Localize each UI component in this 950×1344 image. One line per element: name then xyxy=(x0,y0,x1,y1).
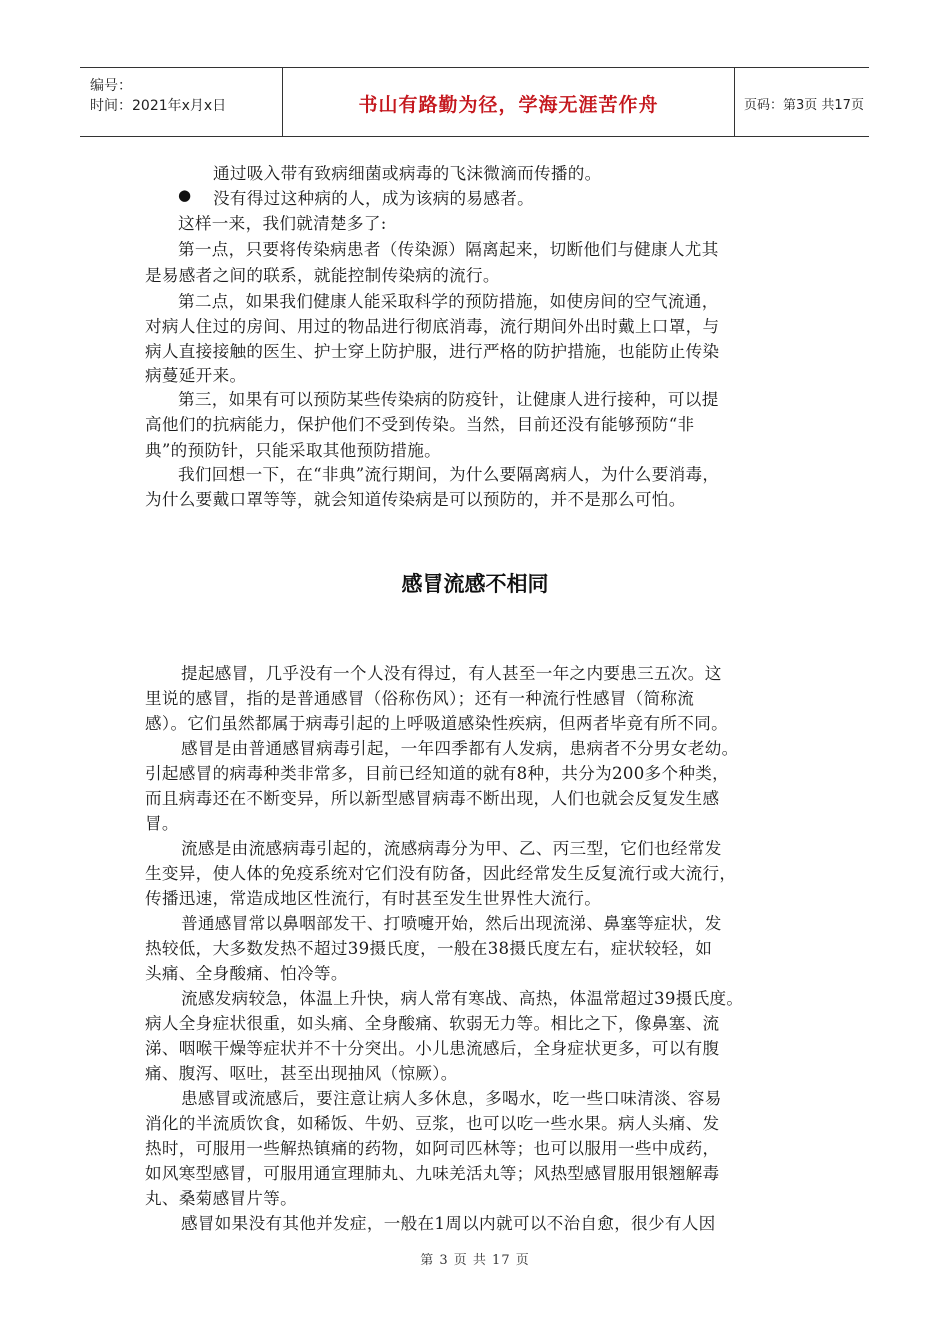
paragraph-line: 传播迅速，常造成地区性流行，有时甚至发生世界性大流行。 xyxy=(145,889,602,908)
bullet-icon: ● xyxy=(178,186,192,204)
paragraph-line: 生变异，使人体的免疫系统对它们没有防备，因此经常发生反复流行或大流行， xyxy=(145,864,737,883)
paragraph-line: 提起感冒，几乎没有一个人没有得过，有人甚至一年之内要患三五次。这 xyxy=(181,664,722,683)
paragraph-line: 病人直接接触的医生、护士穿上防护服，进行严格的防护措施，也能防止传染 xyxy=(145,342,720,361)
paragraph-line: 丸、桑菊感冒片等。 xyxy=(145,1189,298,1208)
paragraph-line: 高他们的抗病能力，保护他们不受到传染。当然，目前还没有能够预防“非 xyxy=(145,415,695,434)
paragraph-line: 涕、咽喉干燥等症状并不十分突出。小儿患流感后，全身症状更多，可以有腹 xyxy=(145,1039,720,1058)
paragraph-line: 头痛、全身酸痛、怕冷等。 xyxy=(145,964,348,983)
paragraph-line: 痛、腹泻、呕吐，甚至出现抽风（惊厥）。 xyxy=(145,1064,458,1083)
paragraph-line: 第三，如果有可以预防某些传染病的防疫针，让健康人进行接种，可以提 xyxy=(178,390,719,409)
paragraph-line: 消化的半流质饮食，如稀饭、牛奶、豆浆，也可以吃一些水果。病人头痛、发 xyxy=(145,1114,720,1133)
paragraph-line: 对病人住过的房间、用过的物品进行彻底消毒，流行期间外出时戴上口罩，与 xyxy=(145,317,720,336)
paragraph-line: 患感冒或流感后，要注意让病人多休息，多喝水，吃一些口味清淡、容易 xyxy=(181,1089,722,1108)
paragraph-line: 第一点，只要将传染病患者（传染源）隔离起来，切断他们与健康人尤其 xyxy=(178,240,719,259)
header-page-cell xyxy=(734,68,869,136)
paragraph-line: 典”的预防针，只能采取其他预防措施。 xyxy=(145,441,441,460)
paragraph-line: 流感发病较急，体温上升快，病人常有寒战、高热，体温常超过39摄氏度。 xyxy=(181,989,744,1008)
paragraph-line: 感冒如果没有其他并发症，一般在1周以内就可以不治自愈，很少有人因 xyxy=(181,1214,716,1233)
paragraph-line: 热时，可服用一些解热镇痛的药物，如阿司匹林等；也可以服用一些中成药， xyxy=(145,1139,720,1158)
paragraph-line: 普通感冒常以鼻咽部发干、打喷嚏开始，然后出现流涕、鼻塞等症状，发 xyxy=(181,914,722,933)
header-meta-cell xyxy=(80,68,281,136)
paragraph-line: 而且病毒还在不断变异，所以新型感冒病毒不断出现，人们也就会反复发生感 xyxy=(145,789,720,808)
paragraph-line: 感冒是由普通感冒病毒引起，一年四季都有人发病，患病者不分男女老幼。 xyxy=(181,739,739,758)
paragraph-line: 如风寒型感冒，可服用通宣理肺丸、九味羌活丸等；风热型感冒服用银翘解毒 xyxy=(145,1164,720,1183)
paragraph-line: 这样一来，我们就清楚多了: xyxy=(178,214,387,233)
paragraph-line: 里说的感冒，指的是普通感冒（俗称伤风）；还有一种流行性感冒（简称流 xyxy=(145,689,695,708)
header-motto-cell xyxy=(282,68,735,136)
paragraph-line: 第二点，如果我们健康人能采取科学的预防措施，如使房间的空气流通， xyxy=(178,292,719,311)
paragraph-line: 冒。 xyxy=(145,814,179,833)
paragraph-line: 为什么要戴口罩等等，就会知道传染病是可以预防的，并不是那么可怕。 xyxy=(145,490,686,509)
text-line: 通过吸入带有致病细菌或病毒的飞沫微滴而传播的。 xyxy=(213,164,602,183)
paragraph-line: 病人全身症状很重，如头痛、全身酸痛、软弱无力等。相比之下，像鼻塞、流 xyxy=(145,1014,720,1033)
document-number-label: 编号： xyxy=(90,78,132,94)
header-motto: 书山有路勤为径，学海无涯苦作舟 xyxy=(358,94,659,116)
paragraph-line: 热较低，大多数发热不超过39摄氏度，一般在38摄氏度左右，症状较轻，如 xyxy=(145,939,713,958)
article-title: 感冒流感不相同 xyxy=(401,572,549,596)
paragraph-line: 是易感者之间的联系，就能控制传染病的流行。 xyxy=(145,266,500,285)
paragraph-line: 引起感冒的病毒种类非常多，目前已经知道的就有8种，共分为200多个种类， xyxy=(145,764,730,783)
header-page-label: 页码：第3页 共17页 xyxy=(744,98,864,113)
bullet-text: 没有得过这种病的人，成为该病的易感者。 xyxy=(213,189,534,208)
page-footer: 第 3 页 共 17 页 xyxy=(420,1253,530,1268)
paragraph-line: 病蔓延开来。 xyxy=(145,366,247,385)
page-header xyxy=(80,67,869,137)
paragraph-line: 感）。它们虽然都属于病毒引起的上呼吸道感染性疾病，但两者毕竟有所不同。 xyxy=(145,714,728,733)
document-time-label: 时间：2021年x月x日 xyxy=(90,98,227,114)
paragraph-line: 我们回想一下，在“非典”流行期间，为什么要隔离病人，为什么要消毒， xyxy=(178,465,720,484)
paragraph-line: 流感是由流感病毒引起的，流感病毒分为甲、乙、丙三型，它们也经常发 xyxy=(181,839,722,858)
